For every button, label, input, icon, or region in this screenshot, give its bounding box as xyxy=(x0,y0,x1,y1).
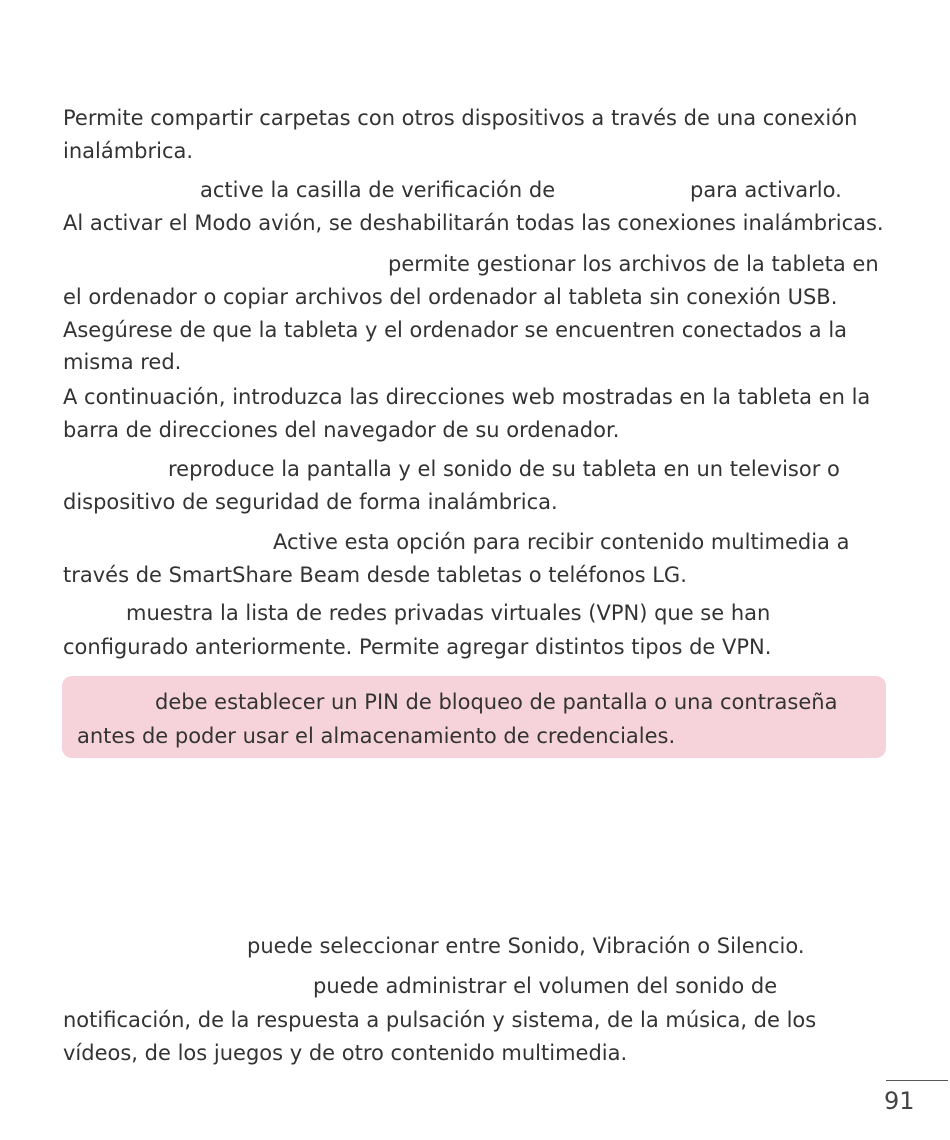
miracast-text-line-1: reproduce la pantalla y el sonido de su tableta en un televisor o xyxy=(168,457,840,481)
miracast-text-line-2: dispositivo de seguridad de forma inalámbrica. xyxy=(63,490,558,514)
pc-gestion-text-line-2: el ordenador o copiar archivos del ordenador al tableta sin conexión USB. xyxy=(63,285,838,309)
page-number: 91 xyxy=(884,1087,915,1115)
smartshare-text-line-1: Active esta opción para recibir contenido multimedia a xyxy=(273,530,850,554)
vpn-text-line-1: muestra la lista de redes privadas virtuales (VPN) que se han xyxy=(126,601,771,625)
page-number-rule xyxy=(886,1080,948,1081)
vpn-text-line-2: configurado anteriormente. Permite agregar distintos tipos de VPN. xyxy=(63,635,772,659)
sound-text-line-4: vídeos, de los juegos y de otro contenido multimedia. xyxy=(63,1041,628,1065)
pc-gestion-text-line-3: Asegúrese de que la tableta y el ordenador se encuentren conectados a la xyxy=(63,318,848,342)
note-text-line-1: debe establecer un PIN de bloqueo de pantalla o una contraseña xyxy=(155,690,838,714)
pc-gestion-text-line-1: permite gestionar los archivos de la tableta en xyxy=(388,252,879,276)
modo-avion-text-line-1: active la casilla de verificación de xyxy=(200,178,556,202)
sound-text-line-2: puede administrar el volumen del sonido de xyxy=(313,974,778,998)
sound-text-line-1: puede seleccionar entre Sonido, Vibración o Silencio. xyxy=(247,934,805,958)
note-text-line-2: antes de poder usar el almacenamiento de credenciales. xyxy=(77,724,676,748)
pc-gestion-text-line-4: misma red. xyxy=(63,350,182,374)
compartir-text-line-2: inalámbrica. xyxy=(63,139,194,163)
modo-avion-text-line-2: Al activar el Modo avión, se deshabilitarán todas las conexiones inalámbricas. xyxy=(63,211,884,235)
pc-gestion-text-line-5: A continuación, introduzca las direcciones web mostradas en la tableta en la xyxy=(63,385,871,409)
compartir-text-line-1: Permite compartir carpetas con otros dispositivos a través de una conexión xyxy=(63,106,858,130)
modo-avion-text-line-1b: para activarlo. xyxy=(690,178,842,202)
smartshare-text-line-2: través de SmartShare Beam desde tabletas o teléfonos LG. xyxy=(63,563,687,587)
sound-text-line-3: notificación, de la respuesta a pulsación y sistema, de la música, de los xyxy=(63,1008,817,1032)
pc-gestion-text-line-6: barra de direcciones del navegador de su ordenador. xyxy=(63,418,620,442)
